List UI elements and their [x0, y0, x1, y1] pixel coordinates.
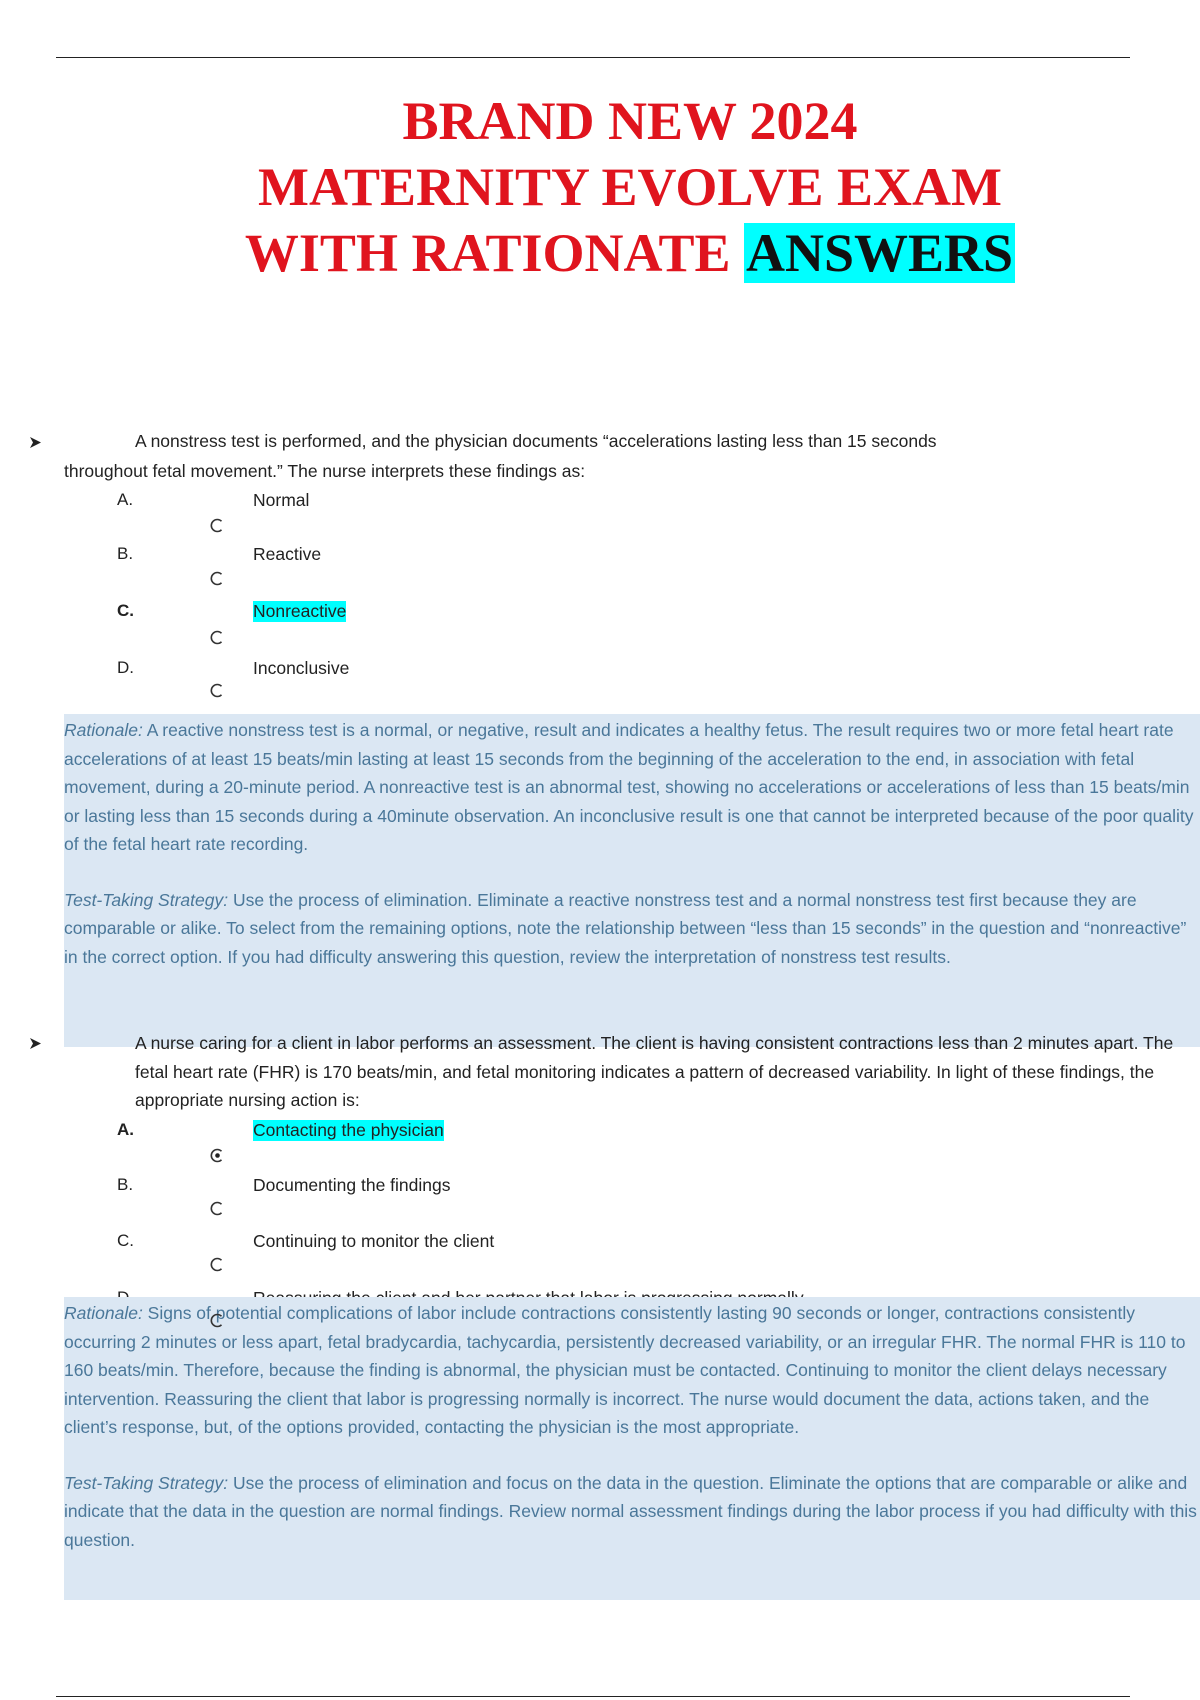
option-letter: C.	[117, 601, 134, 620]
strategy-label: Test-Taking Strategy:	[64, 1472, 229, 1493]
rationale-box	[64, 1297, 1200, 1600]
strategy-text: Use the process of elimination and focus on the data in the question. Eliminate the options that are comparable or alike and indicate that the data in the question are normal findings. Review normal assessment findings during the labor process if you had difficulty with this question.	[64, 1472, 1197, 1550]
title-line-2: MATERNITY EVOLVE EXAM	[257, 157, 1002, 217]
radio-button-icon[interactable]	[210, 571, 225, 586]
title-highlight: ANSWERS	[746, 223, 1014, 283]
option-letter: B.	[117, 544, 134, 563]
question-1-stem-line-1: A nonstress test is performed, and the physician documents “accelerations lasting less than 15 seconds	[135, 431, 937, 451]
rationale-box	[64, 714, 1200, 1047]
rationale-label: Rationale:	[64, 720, 143, 740]
option-text: Reactive	[253, 544, 322, 564]
correct-option-text: Nonreactive	[253, 601, 347, 621]
question-1-stem-line-2: throughout fetal movement.” The nurse interprets these findings as:	[64, 461, 586, 481]
option-text: Continuing to monitor the client	[253, 1231, 495, 1251]
rationale-text: Signs of potential complications of labor include contractions consistently lasting 90 seconds or longer, contractions consistently occurring 2 minutes or less apart, fetal bradycardia, tachycardia, persistently decreased variability, or an irregular FHR. The normal FHR is 110 to 160 beats/min. Therefore, because the finding is abnormal, the physician must be contacted. Continuing to monitor the client delays necessary intervention. Reassuring the client that labor is progressing normally is incorrect. The nurse would document the data, actions taken, and the client’s response, but, of the options provided, contacting the physician is the most appropriate.	[64, 1303, 1186, 1437]
question-2-stem: A nurse caring for a client in labor performs an assessment. The client is having consistent contractions less than 2 minutes apart. The fetal heart rate (FHR) is 170 beats/min, and fetal monitoring indicates a pattern of decreased variability. In light of these findings, the appropriate nursing action is:	[135, 1033, 1174, 1110]
radio-button-icon[interactable]	[210, 683, 225, 698]
correct-option-text: Contacting the physician	[253, 1120, 444, 1140]
radio-button-icon[interactable]	[210, 1313, 225, 1328]
radio-button-icon[interactable]	[210, 518, 225, 533]
strategy-label: Test-Taking Strategy:	[64, 889, 229, 910]
option-letter: A.	[117, 1120, 134, 1139]
arrow-bullet-icon	[29, 436, 42, 449]
rationale-label: Rationale:	[64, 1303, 143, 1323]
rationale-text: A reactive nonstress test is a normal, or negative, result and indicates a healthy fetus. The result requires two or more fetal heart rate accelerations of at least 15 beats/min lasting at least 15 seconds from the beginning of the acceleration to the end, in association with fetal movement, during a 20-minute period. A nonreactive test is an abnormal test, showing no accelerations or accelerations of less than 15 beats/min or lasting less than 15 seconds during a 40minute observation. An inconclusive result is one that cannot be interpreted because of the poor quality of the fetal heart rate recording.	[64, 720, 1194, 854]
title-line-1: BRAND NEW 2024	[402, 91, 858, 151]
option-text: Inconclusive	[253, 658, 350, 678]
bottom-rule	[56, 1696, 1130, 1697]
option-letter: D.	[117, 658, 134, 677]
top-rule	[56, 57, 1130, 58]
option-text: Documenting the findings	[253, 1175, 451, 1195]
strategy-text: Use the process of elimination. Eliminate a reactive nonstress test and a normal nonstress test first because they are comparable or alike. To select from the remaining options, note the relationship between “less than 15 seconds” in the question and “nonreactive” in the correct option. If you had difficulty answering this question, review the interpretation of nonstress test results.	[64, 889, 1187, 967]
title-line-3-prefix: WITH RATIONATE	[244, 223, 744, 283]
arrow-bullet-icon	[29, 1037, 42, 1050]
radio-button-icon[interactable]	[210, 1201, 225, 1216]
option-letter: A.	[117, 490, 134, 509]
radio-button-icon[interactable]	[210, 1257, 225, 1272]
option-letter: B.	[117, 1175, 134, 1194]
radio-button-icon[interactable]	[210, 630, 225, 645]
selected-radio-button-icon[interactable]	[210, 1148, 225, 1163]
document-title	[0, 88, 1200, 286]
option-text: Normal	[253, 490, 310, 510]
option-letter: C.	[117, 1231, 134, 1250]
